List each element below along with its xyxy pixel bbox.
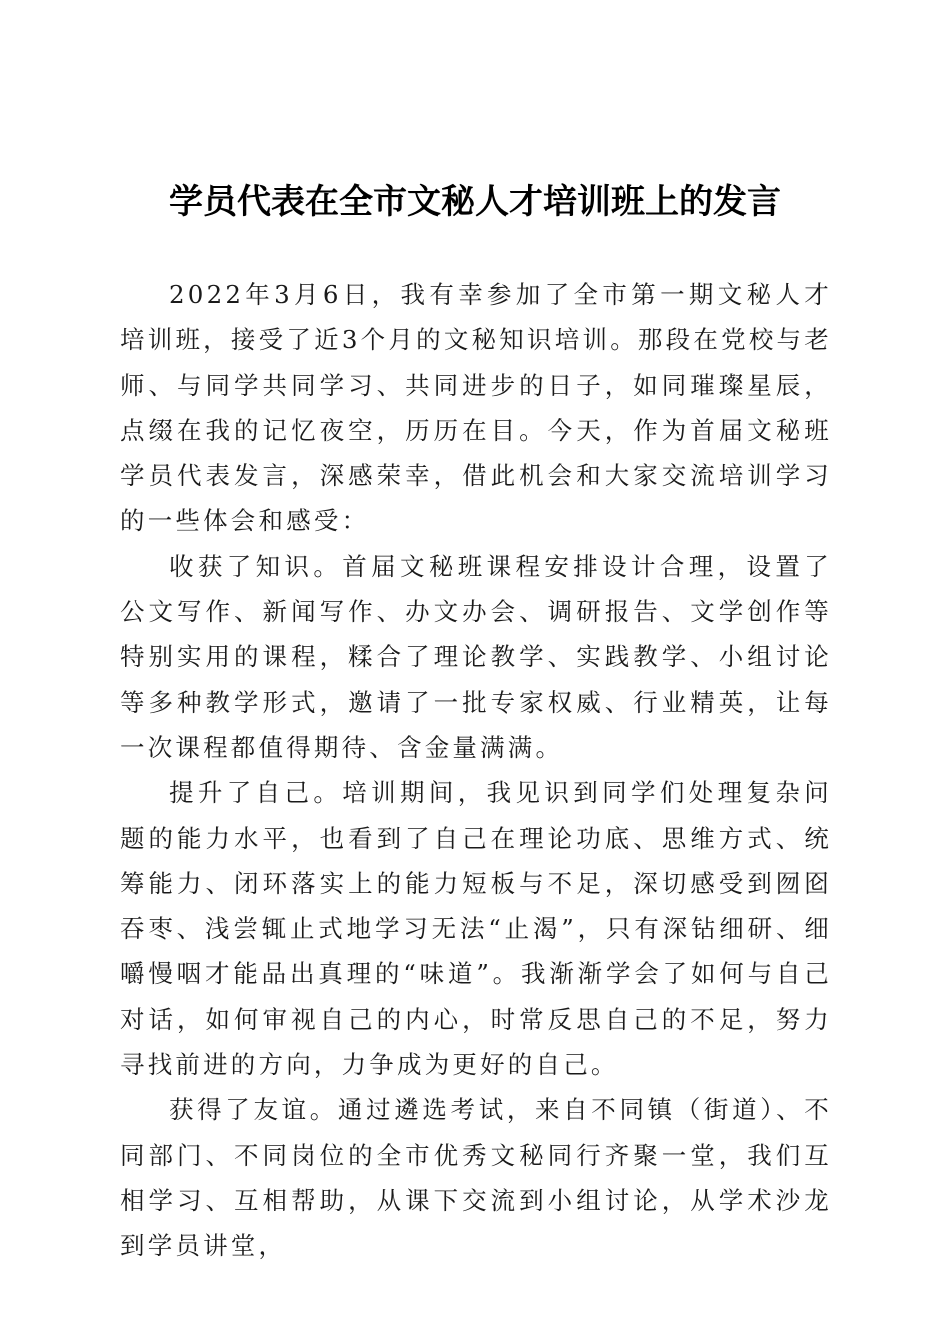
paragraph-intro: 2022年3月6日，我有幸参加了全市第一期文秘人才培训班，接受了近3个月的文秘知识培训。那段在党校与老师、与同学共同学习、共同进步的日子，如同璀璨星辰，点缀在我的记忆夜空，历历在目。今天，作为首届文秘班学员代表发言，深感荣幸，借此机会和大家交流培训学习的一些体会和感受： xyxy=(120,280,832,536)
document-body xyxy=(120,272,832,1269)
document-title: 学员代表在全市文秘人才培训班上的发言 xyxy=(169,182,781,222)
paragraph-knowledge: 收获了知识。首届文秘班课程安排设计合理，设置了公文写作、新闻写作、办文办会、调研报告、文学创作等特别实用的课程，糅合了理论教学、实践教学、小组讨论等多种教学形式，邀请了一批专家权威、行业精英，让每一次课程都值得期待、含金量满满。 xyxy=(120,551,832,762)
paragraph-self-improvement: 提升了自己。培训期间，我见识到同学们处理复杂问题的能力水平，也看到了自己在理论功底、思维方式、统筹能力、闭环落实上的能力短板与不足，深切感受到囫囵吞枣、浅尝辄止式地学习无法“止渴”，只有深钻细研、细嚼慢咽才能品出真理的“味道”。我渐渐学会了如何与自己对话，如何审视自己的内心，时常反思自己的不足，努力寻找前进的方向，力争成为更好的自己。 xyxy=(120,778,832,1080)
paragraph-friendship: 获得了友谊。通过遴选考试，来自不同镇（街道）、不同部门、不同岗位的全市优秀文秘同行齐聚一堂，我们互相学习、互相帮助，从课下交流到小组讨论，从学术沙龙到学员讲堂， xyxy=(120,1095,832,1261)
